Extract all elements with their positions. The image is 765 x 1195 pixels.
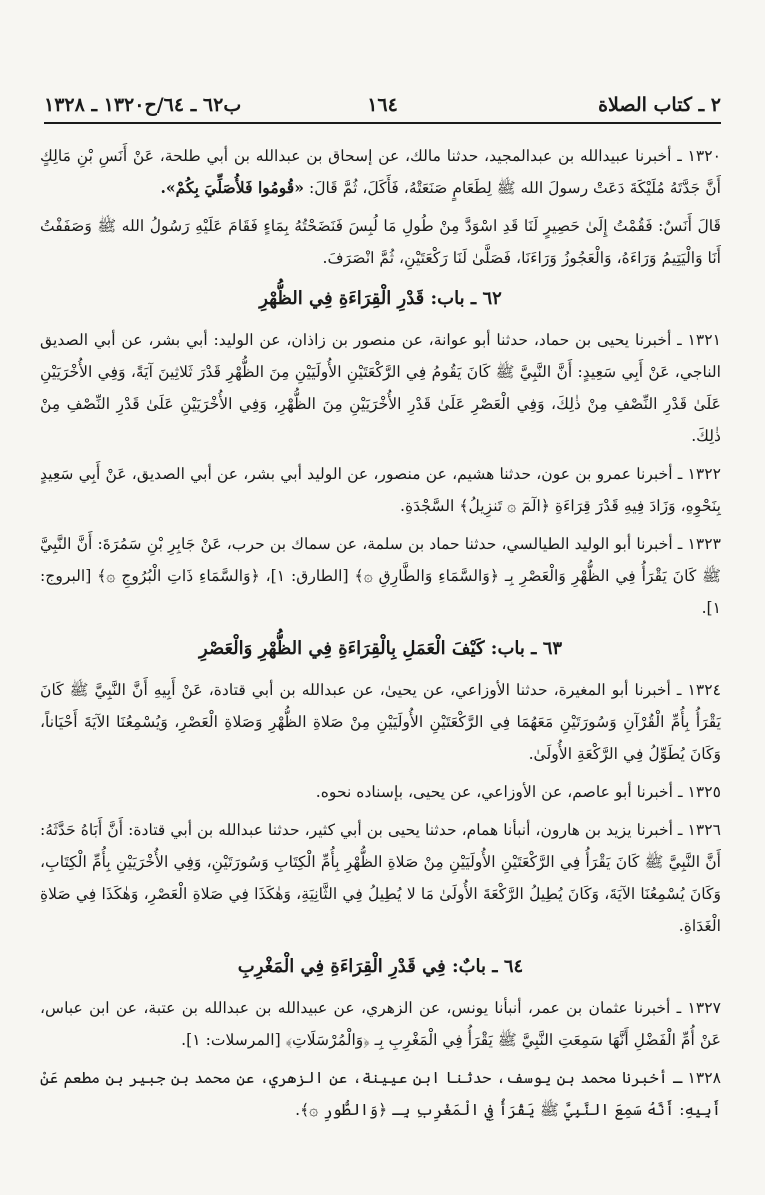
hadith-1320	[40, 140, 721, 204]
hadith-1322: ١٣٢٢ ـ أخبرنا عمرو بن عون، حدثنا هشيم، عن منصور، عن الوليد أبي بشر، عن أبي الصديق، عَنْ أَبِي سَعِيدٍ بِنَحْوِهِ، وَزَادَ فِيهِ قَدْرَ قِرَاءَةِ ﴿الٓمٓ ۞ تَنزِيلُ﴾ السَّجْدَةِ.	[40, 465, 721, 515]
hadith-1320-continuation: قَالَ أَنَسٌ: فَقُمْتُ إِلَىٰ حَصِيرٍ لَنَا قَدِ اسْوَدَّ مِنْ طُولِ مَا لُبِسَ فَنَضَحْتُهُ بِمَاءٍ فَقَامَ عَلَيْهِ رَسُولُ الله ﷺ وَصَفَفْتُ أَنَا وَالْيَتِيمُ وَرَاءَهُ، وَالْعَجُوزُ وَرَاءَنَا، فَصَلَّىٰ لَنَا رَكْعَتَيْنِ، ثُمَّ انْصَرَفَ.	[40, 217, 721, 267]
hadith-1326: ١٣٢٦ ـ أخبرنا يزيد بن هارون، أنبأنا همام، حدثنا يحيى بن أبي كثير، حدثنا عبدالله بن أبي قتادة: أَنَّ أَبَاهُ حَدَّثَهُ: أَنَّ النَّبِيَّ ﷺ كَانَ يَقْرَأُ فِي الرَّكْعَتَيْنِ الأُولَيَيْنِ مِنْ صَلاةِ الظُّهْرِ بِأُمِّ الْكِتَابِ وَسُورَتَيْنِ، وَفِي الأُخْرَيَيْنِ بِأُمِّ الْكِتَابِ، وَكَانَ يُسْمِعُنَا الآيَةَ، وَكَانَ يُطِيلُ الرَّكْعَةَ الأُولَىٰ مَا لا يُطِيلُ فِي الثَّانِيَةِ، وَهٰكَذَا فِي صَلاةِ الْعَصْرِ، وَهٰكَذَا فِي صَلاةِ الْغَدَاةِ.	[40, 821, 721, 935]
hadith-1324: ١٣٢٤ ـ أخبرنا أبو المغيرة، حدثنا الأوزاعي، عن يحيىٰ، عن عبدالله بن أبي قتادة، عَنْ أَبِيهِ أَنَّ النَّبِيَّ ﷺ كَانَ يَقْرَأُ بِأُمِّ الْقُرْآنِ وَسُورَتَيْنِ مَعَهُمَا فِي الرَّكْعَتَيْنِ الأُولَيَيْنِ مِنْ صَلاةِ الظُّهْرِ وَصَلاةِ الْعَصْرِ، وَيُسْمِعُنَا الآيَةَ أَحْيَاناً، وَكَانَ يُطَوِّلُ فِي الرَّكْعَةِ الأُولَىٰ.	[40, 681, 721, 763]
hadith-1320-text: ١٣٢٠ ـ أخبرنا عبيدالله بن عبدالمجيد، حدثنا مالك، عن إسحاق بن عبدالله بن أبي طلحة، عَنْ أَنَسِ بْنِ مَالِكٍ أَنَّ جَدَّتَهُ مُلَيْكَةَ دَعَتْ رسولَ الله ﷺ لِطَعَامٍ صَنَعَتْهُ، فَأَكَلَ، ثُمَّ قَالَ:	[40, 147, 721, 197]
header-book-title: ٢ ـ كتاب الصلاة	[598, 94, 721, 116]
hadith-1327: ١٣٢٧ ـ أخبرنا عثمان بن عمر، أنبأنا يونس، عن الزهري، عن عبيدالله بن عبدالله بن عتبة، عن ابن عباس، عَنْ أُمِّ الْفَضْلِ أَنَّهَا سَمِعَتِ النَّبِيَّ ﷺ يَقْرَأُ فِي الْمَغْرِبِ بِـ ﴿وَالْمُرْسَلَاتِ﴾ [المرسلات: ١].	[40, 999, 721, 1049]
hadith-1325: ١٣٢٥ ـ أخبرنا أبو عاصم، عن الأوزاعي، عن يحيى، بإسناده نحوه.	[315, 783, 721, 801]
hadith-1328: ١٣٢٨ ـ أخبرنا محمد بن يوسف، حدثنا ابن عيينة، عن الزهري، عن محمد بن جبير بن مطعم عَنْ أَبِيهِ: أَنَّهُ سَمِعَ النَّبِيَّ ﷺ يَقْرَأُ فِي الْمَغْرِبِ بِـ ﴿وَالطُّورِ ۞﴾.	[40, 1069, 721, 1119]
page-header	[44, 88, 721, 124]
page-number: ١٦٤	[367, 94, 398, 116]
hadith-1320-quote: «قُومُوا فَلأُصَلِّيَ بِكُمْ».	[160, 178, 304, 197]
chapter-64-title: ٦٤ ـ بابٌ: فِي قَدْرِ الْقِرَاءَةِ فِي الْمَغْرِبِ	[237, 956, 524, 977]
chapter-63-title: ٦٣ ـ باب: كَيْفَ الْعَمَلِ بِالْقِرَاءَةِ فِي الظُّهْرِ وَالْعَصْرِ	[198, 638, 563, 659]
chapter-62-title: ٦٢ ـ باب: قَدْرِ الْقِرَاءَةِ فِي الظُّهْرِ	[259, 288, 502, 309]
hadith-1323: ١٣٢٣ ـ أخبرنا أبو الوليد الطيالسي، حدثنا حماد بن سلمة، عن سماك بن حرب، عَنْ جَابِرِ بْنِ سَمُرَةَ: أَنَّ النَّبِيَّ ﷺ كَانَ يَقْرَأُ فِي الظُّهْرِ وَالْعَصْرِ بِـ ﴿وَالسَّمَاءِ وَالطَّارِقِ ۞﴾ [الطارق: ١]، ﴿وَالسَّمَاءِ ذَاتِ الْبُرُوجِ ۞﴾ [البروج: ١].	[40, 535, 721, 617]
hadith-1321: ١٣٢١ ـ أخبرنا يحيى بن حماد، حدثنا أبو عوانة، عن منصور بن زاذان، عن الوليد: أبي بشر، عن أبي الصديق الناجي، عَنْ أَبِي سَعِيدٍ: أَنَّ النَّبِيَّ ﷺ كَانَ يَقُومُ فِي الرَّكْعَتَيْنِ الأُولَيَيْنِ مِنَ الظُّهْرِ قَدْرَ ثَلاثِينَ آيَةً، وَفِي الأُخْرَيَيْنِ عَلَىٰ قَدْرِ النِّصْفِ مِنْ ذٰلِكَ، وَفِي الْعَصْرِ عَلَىٰ قَدْرِ الأُخْرَيَيْنِ مِنَ الظُّهْرِ، وَفِي الأُخْرَيَيْنِ عَلَىٰ قَدْرِ النِّصْفِ مِنْ ذٰلِكَ.	[40, 331, 721, 445]
header-range: ب٦٢ ـ ٦٤/ح١٣٢٠ ـ ١٣٢٨	[44, 94, 242, 116]
page-content	[40, 140, 721, 1132]
